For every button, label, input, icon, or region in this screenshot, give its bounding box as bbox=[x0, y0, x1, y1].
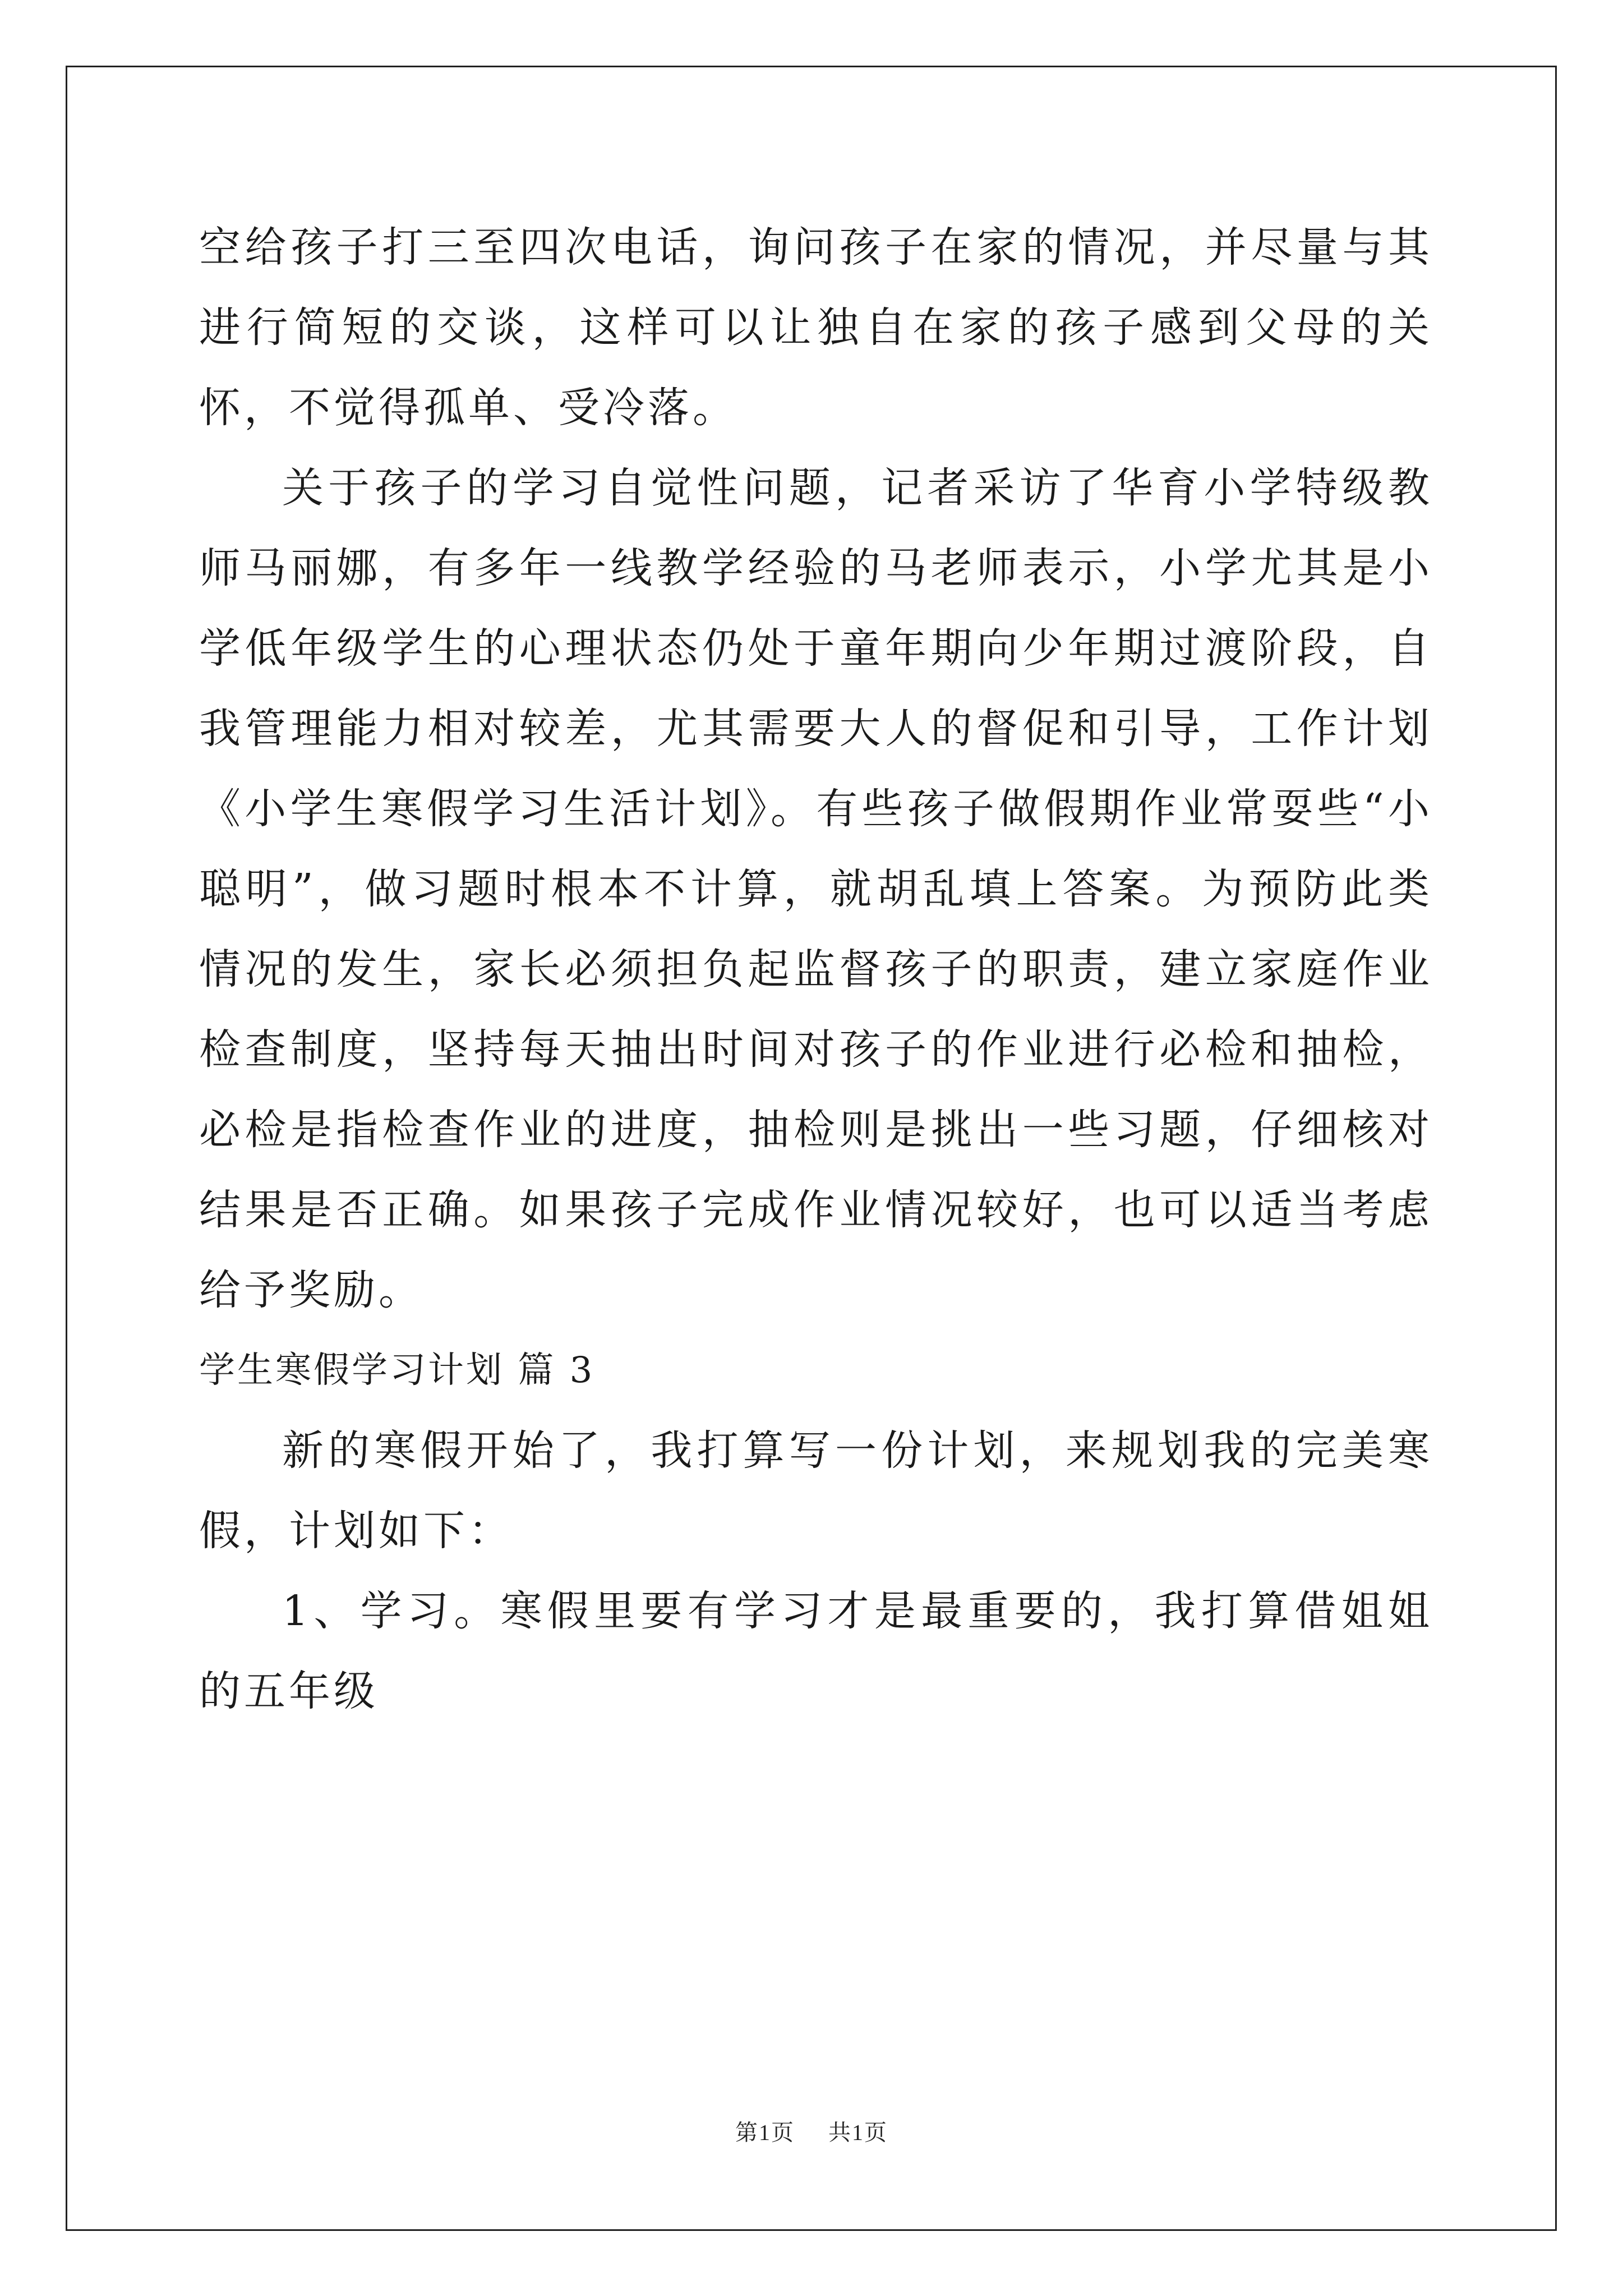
page-number: 第1页 bbox=[735, 2120, 795, 2145]
page-footer bbox=[0, 2115, 1623, 2147]
document-body bbox=[199, 208, 1433, 1732]
paragraph-continuation: 空给孩子打三至四次电话，询问孩子在家的情况，并尽量与其进行简短的交谈，这样可以让独自在家的孩子感到父母的关怀，不觉得孤单、受冷落。 bbox=[199, 223, 1433, 432]
page-total: 共1页 bbox=[828, 2120, 888, 2145]
section-heading: 学生寒假学习计划 篇 3 bbox=[199, 1350, 595, 1391]
paragraph-plan-intro: 新的寒假开始了，我打算写一份计划，来规划我的完美寒假，计划如下： bbox=[199, 1427, 1433, 1555]
paragraph-teacher-interview: 关于孩子的学习自觉性问题，记者采访了华育小学特级教师马丽娜，有多年一线教学经验的马老师表示，小学尤其是小学低年级学生的心理状态仍处于童年期向少年期过渡阶段，自我管理能力相对较差，尤其需要大人的督促和引导，工作计划《小学生寒假学习生活计划》。有些孩子做假期作业常耍些“小聪明”，做习题时根本不计算，就胡乱填上答案。为预防此类情况的发生，家长必须担负起监督孩子的职责，建立家庭作业检查制度，坚持每天抽出时间对孩子的作业进行必检和抽检，必检是指检查作业的进度，抽检则是挑出一些习题，仔细核对结果是否正确。如果孩子完成作业情况较好，也可以适当考虑给予奖励。 bbox=[199, 464, 1433, 1314]
paragraph-plan-study: 1、学习。寒假里要有学习才是最重要的，我打算借姐姐的五年级 bbox=[199, 1587, 1433, 1715]
